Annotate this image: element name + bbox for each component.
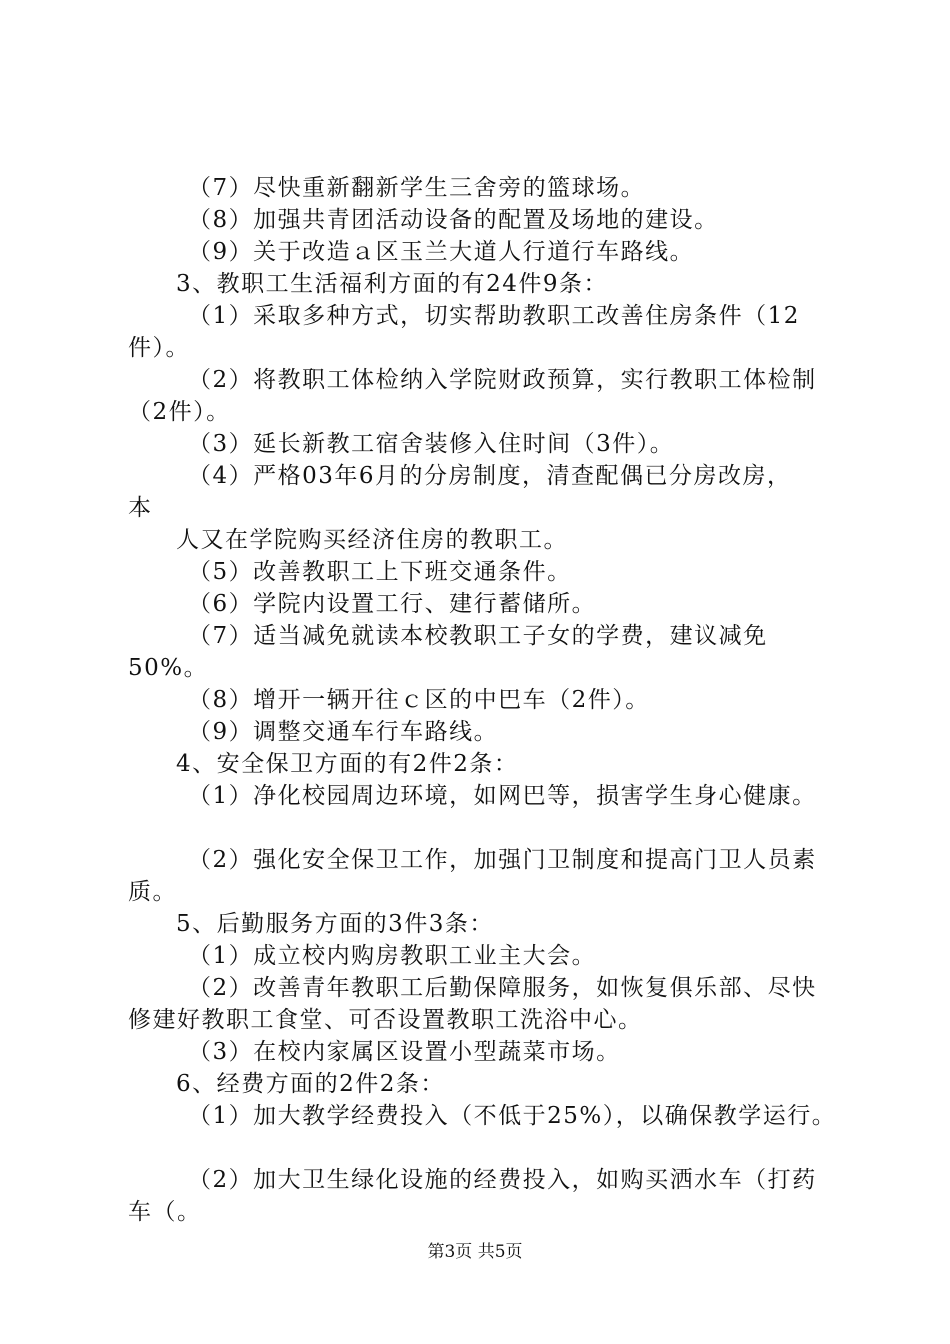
list-item: （6）学院内设置工行、建行蓄储所。 (188, 591, 597, 617)
page-number-footer: 第3页 共5页 (427, 1242, 523, 1262)
list-item: （2）将教职工体检纳入学院财政预算，实行教职工体检制 (188, 367, 817, 393)
section-heading: 5、后勤服务方面的3件3条： (176, 911, 494, 937)
list-item: （1）采取多种方式，切实帮助教职工改善住房条件（12 (188, 303, 800, 329)
document-body (128, 172, 840, 1228)
section-heading: 4、安全保卫方面的有2件2条： (176, 751, 519, 777)
section-heading: 3、教职工生活福利方面的有24件9条： (176, 271, 609, 297)
list-item: （9）调整交通车行车路线。 (188, 719, 499, 745)
list-item: （2）强化安全保卫工作，加强门卫制度和提高门卫人员素 (188, 847, 817, 873)
blank-line (128, 1132, 840, 1164)
list-item-continuation: 质。 (128, 879, 177, 905)
list-item-continuation: （2件）。 (128, 399, 231, 425)
list-item: （8）加强共青团活动设备的配置及场地的建设。 (188, 207, 719, 233)
list-item: （3）延长新教工宿舍装修入住时间（3件）。 (188, 431, 675, 457)
list-item: （1）成立校内购房教职工业主大会。 (188, 943, 597, 969)
list-item: （3）在校内家属区设置小型蔬菜市场。 (188, 1039, 621, 1065)
list-item-continuation: 人又在学院购买经济住房的教职工。 (176, 527, 568, 553)
list-item: （7）适当减免就读本校教职工子女的学费，建议减免 (188, 623, 768, 649)
list-item: （8）增开一辆开往ｃ区的中巴车（2件）。 (188, 687, 650, 713)
list-item-continuation: 修建好教职工食堂、可否设置教职工洗浴中心。 (128, 1007, 643, 1033)
list-item: （4）严格03年6月的分房制度，清查配偶已分房改房， (188, 463, 792, 489)
section-heading: 6、经费方面的2件2条： (176, 1071, 445, 1097)
list-item: （1）加大教学经费投入（不低于25%），以确保教学运行。 (188, 1103, 837, 1129)
list-item-continuation: 50%。 (128, 655, 209, 681)
list-item: （9）关于改造ａ区玉兰大道人行道行车路线。 (188, 239, 695, 265)
list-item-continuation: 车（。 (128, 1199, 202, 1225)
list-item: （7）尽快重新翻新学生三舍旁的篮球场。 (188, 175, 646, 201)
list-item-continuation: 本 (128, 495, 153, 521)
list-item: （2）加大卫生绿化设施的经费投入，如购买洒水车（打药 (188, 1167, 817, 1193)
list-item-continuation: 件）。 (128, 335, 190, 361)
list-item: （5）改善教职工上下班交通条件。 (188, 559, 572, 585)
blank-line (128, 812, 840, 844)
list-item: （1）净化校园周边环境，如网巴等，损害学生身心健康。 (188, 783, 817, 809)
list-item: （2）改善青年教职工后勤保障服务，如恢复俱乐部、尽快 (188, 975, 817, 1001)
